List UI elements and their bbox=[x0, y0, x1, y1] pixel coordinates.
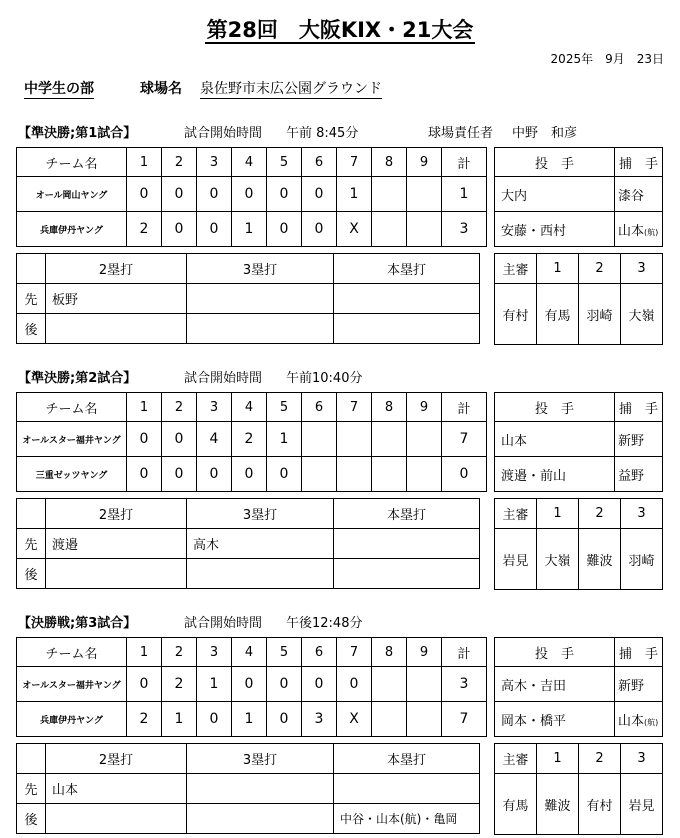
umpire-name: 有村 bbox=[495, 284, 537, 345]
inning-score: 2 bbox=[127, 212, 162, 247]
inning-score bbox=[302, 422, 337, 457]
pitcher-name: 岡本・橋平 bbox=[495, 702, 615, 737]
inning-score bbox=[337, 457, 372, 492]
team-total: 3 bbox=[442, 667, 487, 702]
inning-score bbox=[407, 457, 442, 492]
inning-header: 4 bbox=[232, 638, 267, 667]
double-header: 2塁打 bbox=[46, 499, 187, 529]
inning-score bbox=[407, 212, 442, 247]
inning-score: 1 bbox=[232, 212, 267, 247]
catcher-note: (航) bbox=[644, 717, 659, 727]
inning-score bbox=[337, 422, 372, 457]
pitcher-name: 大内 bbox=[495, 177, 615, 212]
double-header: 2塁打 bbox=[46, 744, 187, 774]
triple-header: 3塁打 bbox=[187, 254, 334, 284]
inning-header: 7 bbox=[337, 393, 372, 422]
base-umpire-header: 2 bbox=[579, 499, 621, 529]
inning-score bbox=[407, 702, 442, 737]
inning-score: 0 bbox=[197, 212, 232, 247]
base-umpire-header: 1 bbox=[537, 744, 579, 774]
homer-header: 本塁打 bbox=[334, 254, 480, 284]
umpire-name: 大嶺 bbox=[621, 284, 663, 345]
triple-header: 3塁打 bbox=[187, 744, 334, 774]
catcher-cell bbox=[615, 667, 663, 702]
umpire-table bbox=[494, 498, 663, 590]
inning-score: 2 bbox=[127, 702, 162, 737]
team-total: 3 bbox=[442, 212, 487, 247]
triple-players bbox=[187, 774, 334, 804]
batting-order-label: 先 bbox=[17, 774, 46, 804]
inning-score: 0 bbox=[267, 177, 302, 212]
inning-header: 8 bbox=[372, 148, 407, 177]
pitcher-header: 投 手 bbox=[495, 148, 615, 177]
inning-score bbox=[407, 422, 442, 457]
team-row bbox=[17, 702, 487, 737]
inning-score: 1 bbox=[337, 177, 372, 212]
pitcher-header: 投 手 bbox=[495, 393, 615, 422]
hits-corner bbox=[17, 254, 46, 284]
manager-label: 球場責任者 bbox=[428, 126, 494, 141]
battery-row bbox=[495, 457, 663, 492]
extra-base-hits-table bbox=[16, 253, 480, 344]
homer-players bbox=[334, 559, 480, 589]
inning-score: 0 bbox=[127, 422, 162, 457]
umpire-name: 難波 bbox=[579, 529, 621, 590]
inning-header: 8 bbox=[372, 638, 407, 667]
team-column-header: チーム名 bbox=[17, 148, 127, 177]
chief-umpire-header: 主審 bbox=[495, 254, 537, 284]
start-time: 午後12:48分 bbox=[286, 616, 363, 631]
umpire-name: 難波 bbox=[537, 774, 579, 835]
inning-score: 0 bbox=[302, 212, 337, 247]
inning-score bbox=[407, 177, 442, 212]
team-row bbox=[17, 212, 487, 247]
base-umpire-header: 3 bbox=[621, 499, 663, 529]
inning-score: 1 bbox=[162, 702, 197, 737]
venue-name: 泉佐野市末広公園グラウンド bbox=[200, 78, 382, 99]
inning-score bbox=[372, 457, 407, 492]
pitcher-header: 投 手 bbox=[495, 638, 615, 667]
game-label: 【準決勝;第2試合】 bbox=[18, 371, 137, 386]
hits-row bbox=[17, 774, 480, 804]
inning-score: 0 bbox=[267, 667, 302, 702]
team-total: 1 bbox=[442, 177, 487, 212]
team-name: 兵庫伊丹ヤング bbox=[17, 212, 127, 247]
catcher-header: 捕 手 bbox=[615, 638, 663, 667]
battery-row bbox=[495, 422, 663, 457]
inning-header: 4 bbox=[232, 393, 267, 422]
inning-header: 2 bbox=[162, 393, 197, 422]
double-players: 山本 bbox=[46, 774, 187, 804]
umpire-name: 大嶺 bbox=[537, 529, 579, 590]
double-players: 渡邉 bbox=[46, 529, 187, 559]
chief-umpire-header: 主審 bbox=[495, 744, 537, 774]
start-time-label: 試合開始時間 bbox=[184, 616, 263, 631]
game-label: 【決勝戦;第3試合】 bbox=[18, 616, 137, 631]
inning-header: 6 bbox=[302, 393, 337, 422]
inning-score: 0 bbox=[127, 667, 162, 702]
scoreboard-table bbox=[16, 147, 487, 247]
inning-header: 4 bbox=[232, 148, 267, 177]
total-header: 計 bbox=[442, 393, 487, 422]
inning-score: 0 bbox=[162, 422, 197, 457]
umpire-name: 有村 bbox=[579, 774, 621, 835]
chief-umpire-header: 主審 bbox=[495, 499, 537, 529]
inning-score bbox=[372, 212, 407, 247]
inning-header: 3 bbox=[197, 148, 232, 177]
catcher-name: 山本 bbox=[618, 713, 645, 729]
extra-base-hits-table bbox=[16, 743, 480, 834]
pitcher-name: 安藤・西村 bbox=[495, 212, 615, 247]
umpire-table bbox=[494, 253, 663, 345]
inning-header: 9 bbox=[407, 148, 442, 177]
inning-score: 0 bbox=[337, 667, 372, 702]
inning-score: 0 bbox=[162, 212, 197, 247]
homer-players: 中谷・山本(航)・亀岡 bbox=[334, 804, 480, 834]
team-name: オールスター福井ヤング bbox=[17, 422, 127, 457]
catcher-name: 山本 bbox=[618, 223, 645, 239]
double-players bbox=[46, 559, 187, 589]
hits-row bbox=[17, 284, 480, 314]
team-total: 7 bbox=[442, 422, 487, 457]
homer-players bbox=[334, 284, 480, 314]
inning-header: 7 bbox=[337, 148, 372, 177]
inning-score: 0 bbox=[302, 177, 337, 212]
base-umpire-header: 3 bbox=[621, 744, 663, 774]
base-umpire-header: 1 bbox=[537, 499, 579, 529]
inning-score bbox=[372, 177, 407, 212]
inning-header: 1 bbox=[127, 148, 162, 177]
inning-header: 9 bbox=[407, 393, 442, 422]
battery-row bbox=[495, 212, 663, 247]
base-umpire-header: 3 bbox=[621, 254, 663, 284]
battery-row bbox=[495, 702, 663, 737]
team-name: 三重ゼッツヤング bbox=[17, 457, 127, 492]
inning-header: 6 bbox=[302, 148, 337, 177]
inning-header: 5 bbox=[267, 393, 302, 422]
start-time: 午前10:40分 bbox=[286, 371, 363, 386]
triple-players bbox=[187, 804, 334, 834]
inning-score: X bbox=[337, 212, 372, 247]
triple-header: 3塁打 bbox=[187, 499, 334, 529]
team-row bbox=[17, 457, 487, 492]
inning-score bbox=[372, 667, 407, 702]
inning-score: X bbox=[337, 702, 372, 737]
start-time-label: 試合開始時間 bbox=[184, 371, 263, 386]
inning-header: 7 bbox=[337, 638, 372, 667]
base-umpire-header: 2 bbox=[579, 254, 621, 284]
inning-score: 1 bbox=[197, 667, 232, 702]
umpire-name: 有馬 bbox=[495, 774, 537, 835]
homer-header: 本塁打 bbox=[334, 744, 480, 774]
double-players: 板野 bbox=[46, 284, 187, 314]
inning-score bbox=[302, 457, 337, 492]
game-header bbox=[18, 122, 658, 141]
catcher-cell bbox=[615, 702, 663, 737]
inning-score: 2 bbox=[232, 422, 267, 457]
triple-players bbox=[187, 559, 334, 589]
division-label: 中学生の部 bbox=[24, 78, 94, 99]
game-label: 【準決勝;第1試合】 bbox=[18, 126, 137, 141]
inning-header: 9 bbox=[407, 638, 442, 667]
umpire-name: 岩見 bbox=[621, 774, 663, 835]
umpire-name: 羽崎 bbox=[579, 284, 621, 345]
team-column-header: チーム名 bbox=[17, 638, 127, 667]
battery-table bbox=[494, 392, 663, 492]
hits-row bbox=[17, 314, 480, 344]
inning-score: 0 bbox=[267, 702, 302, 737]
catcher-header: 捕 手 bbox=[615, 393, 663, 422]
umpire-name: 岩見 bbox=[495, 529, 537, 590]
batting-order-label: 先 bbox=[17, 529, 46, 559]
catcher-cell bbox=[615, 457, 663, 492]
extra-base-hits-table bbox=[16, 498, 480, 589]
inning-score: 1 bbox=[267, 422, 302, 457]
venue-label: 球場名 bbox=[140, 81, 182, 97]
inning-score: 0 bbox=[197, 702, 232, 737]
inning-header: 5 bbox=[267, 148, 302, 177]
inning-score: 0 bbox=[232, 457, 267, 492]
inning-score: 0 bbox=[232, 177, 267, 212]
hits-corner bbox=[17, 744, 46, 774]
catcher-header: 捕 手 bbox=[615, 148, 663, 177]
team-row bbox=[17, 177, 487, 212]
pitcher-name: 高木・吉田 bbox=[495, 667, 615, 702]
inning-score: 0 bbox=[232, 667, 267, 702]
inning-score: 0 bbox=[162, 177, 197, 212]
inning-score: 0 bbox=[267, 457, 302, 492]
inning-header: 2 bbox=[162, 148, 197, 177]
inning-score: 0 bbox=[162, 457, 197, 492]
total-header: 計 bbox=[442, 148, 487, 177]
inning-score bbox=[372, 422, 407, 457]
catcher-name: 新野 bbox=[618, 433, 645, 449]
pitcher-name: 渡邉・前山 bbox=[495, 457, 615, 492]
battery-row bbox=[495, 667, 663, 702]
inning-header: 5 bbox=[267, 638, 302, 667]
hits-row bbox=[17, 559, 480, 589]
inning-score: 0 bbox=[302, 667, 337, 702]
manager-name: 中野 和彦 bbox=[512, 126, 578, 141]
umpire-table bbox=[494, 743, 663, 835]
inning-score: 2 bbox=[162, 667, 197, 702]
start-time-label: 試合開始時間 bbox=[184, 126, 263, 141]
batting-order-label: 後 bbox=[17, 804, 46, 834]
umpire-name: 有馬 bbox=[537, 284, 579, 345]
triple-players: 高木 bbox=[187, 529, 334, 559]
page-title: 第28回 大阪KIX・21大会 bbox=[206, 18, 474, 42]
catcher-note: (航) bbox=[644, 227, 659, 237]
catcher-name: 漆谷 bbox=[618, 188, 645, 204]
hits-corner bbox=[17, 499, 46, 529]
double-header: 2塁打 bbox=[46, 254, 187, 284]
total-header: 計 bbox=[442, 638, 487, 667]
team-name: オール岡山ヤング bbox=[17, 177, 127, 212]
umpire-name: 羽崎 bbox=[621, 529, 663, 590]
catcher-cell bbox=[615, 212, 663, 247]
inning-score: 0 bbox=[267, 212, 302, 247]
homer-players bbox=[334, 774, 480, 804]
homer-header: 本塁打 bbox=[334, 499, 480, 529]
catcher-cell bbox=[615, 422, 663, 457]
team-column-header: チーム名 bbox=[17, 393, 127, 422]
event-date: 2025年 9月 23日 bbox=[550, 52, 664, 66]
inning-score: 0 bbox=[127, 457, 162, 492]
homer-players bbox=[334, 529, 480, 559]
team-row bbox=[17, 422, 487, 457]
double-players bbox=[46, 314, 187, 344]
team-total: 0 bbox=[442, 457, 487, 492]
triple-players bbox=[187, 284, 334, 314]
battery-table bbox=[494, 637, 663, 737]
base-umpire-header: 2 bbox=[579, 744, 621, 774]
inning-header: 1 bbox=[127, 638, 162, 667]
inning-score: 4 bbox=[197, 422, 232, 457]
inning-header: 3 bbox=[197, 393, 232, 422]
inning-score bbox=[372, 702, 407, 737]
pitcher-name: 山本 bbox=[495, 422, 615, 457]
batting-order-label: 先 bbox=[17, 284, 46, 314]
inning-score: 1 bbox=[232, 702, 267, 737]
catcher-name: 新野 bbox=[618, 678, 645, 694]
inning-score: 0 bbox=[197, 457, 232, 492]
scoreboard-table bbox=[16, 637, 487, 737]
hits-row bbox=[17, 529, 480, 559]
team-name: 兵庫伊丹ヤング bbox=[17, 702, 127, 737]
base-umpire-header: 1 bbox=[537, 254, 579, 284]
start-time: 午前 8:45分 bbox=[286, 126, 359, 141]
team-name: オールスター福井ヤング bbox=[17, 667, 127, 702]
batting-order-label: 後 bbox=[17, 559, 46, 589]
catcher-cell bbox=[615, 177, 663, 212]
double-players bbox=[46, 804, 187, 834]
game-header bbox=[18, 367, 658, 386]
inning-header: 6 bbox=[302, 638, 337, 667]
battery-table bbox=[494, 147, 663, 247]
team-total: 7 bbox=[442, 702, 487, 737]
game-header bbox=[18, 612, 658, 631]
inning-score: 0 bbox=[197, 177, 232, 212]
triple-players bbox=[187, 314, 334, 344]
scoreboard-table bbox=[16, 392, 487, 492]
inning-header: 2 bbox=[162, 638, 197, 667]
battery-row bbox=[495, 177, 663, 212]
catcher-name: 益野 bbox=[618, 468, 645, 484]
inning-header: 8 bbox=[372, 393, 407, 422]
team-row bbox=[17, 667, 487, 702]
hits-row bbox=[17, 804, 480, 834]
inning-header: 3 bbox=[197, 638, 232, 667]
inning-score: 0 bbox=[127, 177, 162, 212]
inning-header: 1 bbox=[127, 393, 162, 422]
batting-order-label: 後 bbox=[17, 314, 46, 344]
homer-players bbox=[334, 314, 480, 344]
inning-score bbox=[407, 667, 442, 702]
inning-score: 3 bbox=[302, 702, 337, 737]
